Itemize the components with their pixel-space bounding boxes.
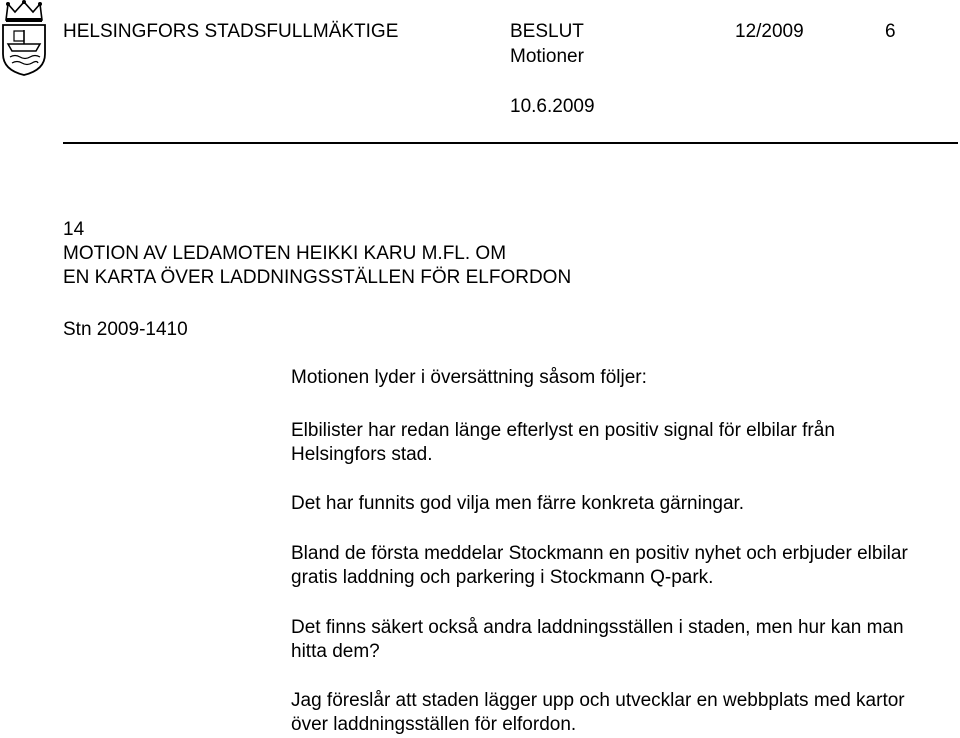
- crown-icon: [6, 0, 42, 22]
- paragraph-3: Bland de första meddelar Stockmann en positiv nyhet och erbjuder elbilar gratis laddning och parkering i Stockmann Q-park.: [291, 543, 908, 588]
- shield-icon: [3, 25, 45, 75]
- paragraph-4: Det finns säkert också andra laddningsställen i staden, men hur kan man hitta dem?: [291, 617, 904, 662]
- document-number: 12/2009: [735, 21, 804, 42]
- document-date: 10.6.2009: [510, 96, 595, 117]
- paragraph-intro: Motionen lyder i översättning såsom följer:: [291, 367, 647, 388]
- item-title-block: [63, 218, 571, 290]
- organization-name: HELSINGFORS STADSFULLMÄKTIGE: [63, 21, 399, 42]
- reference-number: Stn 2009-1410: [63, 319, 188, 340]
- section-name: Motioner: [510, 46, 584, 67]
- header-divider: [63, 142, 958, 144]
- item-title-line-1: MOTION AV LEDAMOTEN HEIKKI KARU M.FL. OM: [63, 243, 507, 264]
- city-crest-logo: [0, 0, 48, 76]
- item-number: 14: [63, 219, 85, 240]
- paragraph-5: Jag föreslår att staden lägger upp och utvecklar en webbplats med kartor över laddningsställen för elfordon.: [291, 690, 905, 735]
- paragraph-1: Elbilister har redan länge efterlyst en positiv signal för elbilar från Helsingfors stad.: [291, 420, 835, 465]
- document-type: BESLUT: [510, 21, 584, 42]
- page-number: 6: [885, 21, 896, 42]
- paragraph-2: Det har funnits god vilja men färre konkreta gärningar.: [291, 493, 745, 514]
- item-title-line-2: EN KARTA ÖVER LADDNINGSSTÄLLEN FÖR ELFORDON: [63, 267, 572, 288]
